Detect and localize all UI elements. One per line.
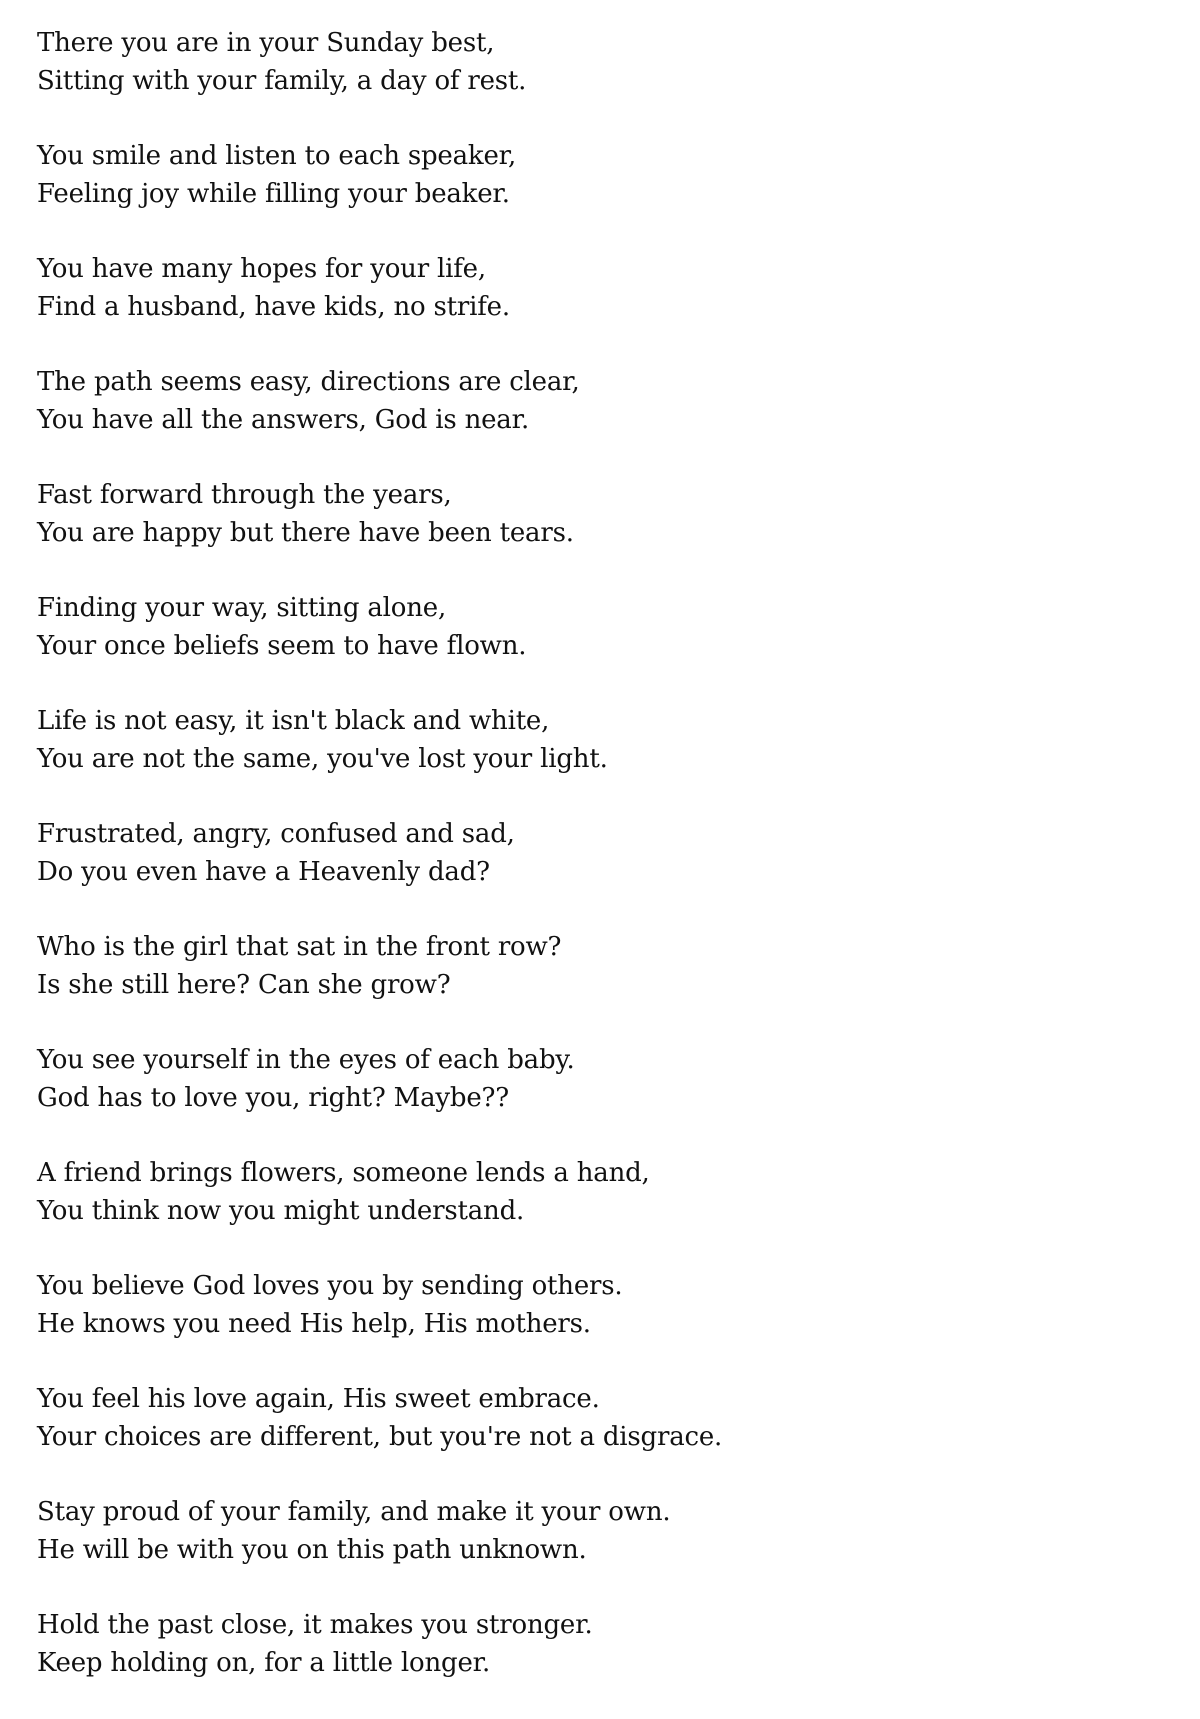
poem-stanza	[37, 1041, 1137, 1117]
poem-line: A friend brings flowers, someone lends a hand,	[37, 1158, 650, 1188]
poem-line: Sitting with your family, a day of rest.	[37, 66, 527, 96]
poem-line: You feel his love again, His sweet embrace.	[37, 1384, 600, 1414]
poem-stanza	[37, 476, 1137, 552]
poem-stanza	[37, 250, 1137, 326]
poem-line: Fast forward through the years,	[37, 480, 452, 510]
poem-stanza	[37, 1606, 1137, 1682]
poem-stanza	[37, 1380, 1137, 1456]
poem-line: God has to love you, right? Maybe??	[37, 1083, 509, 1113]
poem-stanza	[37, 815, 1137, 891]
poem-line: You think now you might understand.	[37, 1196, 525, 1226]
poem-line: Who is the girl that sat in the front row?	[37, 932, 562, 962]
poem-line: He knows you need His help, His mothers.	[37, 1309, 591, 1339]
poem-line: The path seems easy, directions are clear,	[37, 367, 580, 397]
poem-line: You believe God loves you by sending others.	[37, 1271, 623, 1301]
poem-line: You smile and listen to each speaker,	[37, 141, 517, 171]
poem-line: Is she still here? Can she grow?	[37, 970, 451, 1000]
poem-line: Finding your way, sitting alone,	[37, 593, 447, 623]
poem-stanza	[37, 24, 1137, 100]
poem-stanza	[37, 137, 1137, 213]
poem-body	[37, 24, 1137, 1719]
poem-stanza	[37, 1154, 1137, 1230]
poem-line: You are happy but there have been tears.	[37, 518, 574, 548]
poem-line: Keep holding on, for a little longer.	[37, 1648, 491, 1678]
poem-line: Life is not easy, it isn't black and white,	[37, 706, 550, 736]
poem-line: Frustrated, angry, confused and sad,	[37, 819, 515, 849]
poem-stanza	[37, 928, 1137, 1004]
poem-stanza	[37, 702, 1137, 778]
poem-line: You have all the answers, God is near.	[37, 405, 530, 435]
poem-stanza	[37, 589, 1137, 665]
poem-line: He will be with you on this path unknown.	[37, 1535, 587, 1565]
poem-stanza	[37, 1493, 1137, 1569]
poem-line: Feeling joy while filling your beaker.	[37, 179, 510, 209]
poem-line: You see yourself in the eyes of each baby.	[37, 1045, 575, 1075]
poem-line: You have many hopes for your life,	[37, 254, 486, 284]
poem-line: Stay proud of your family, and make it your own.	[37, 1497, 671, 1527]
poem-line: Do you even have a Heavenly dad?	[37, 857, 490, 887]
poem-line: Hold the past close, it makes you stronger.	[37, 1610, 593, 1640]
poem-line: You are not the same, you've lost your light.	[37, 744, 608, 774]
poem-line: Find a husband, have kids, no strife.	[37, 292, 510, 322]
poem-stanza	[37, 363, 1137, 439]
poem-stanza	[37, 1267, 1137, 1343]
poem-line: Your once beliefs seem to have flown.	[37, 631, 527, 661]
poem-line: There you are in your Sunday best,	[37, 28, 495, 58]
poem-line: Your choices are different, but you're not a disgrace.	[37, 1422, 723, 1452]
